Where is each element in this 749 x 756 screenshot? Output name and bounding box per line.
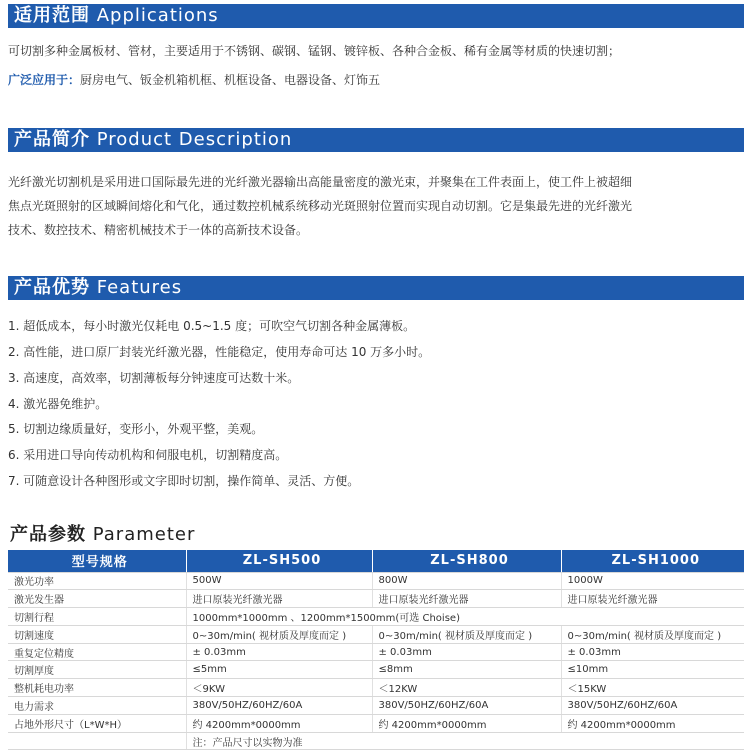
table-cell: 整机耗电功率 xyxy=(8,679,186,697)
feature-item: 5. 切割边缘质量好，变形小，外观平整，美观。 xyxy=(8,422,264,436)
table-note: 注：产品尺寸以实物为准 xyxy=(186,732,744,750)
table-cell: 500W xyxy=(186,572,372,590)
table-cell: 占地外形尺寸（L*W*H） xyxy=(8,714,186,732)
table-cell: 进口原装光纤激光器 xyxy=(186,590,372,608)
table-cell xyxy=(8,732,186,750)
table-cell: 800W xyxy=(372,572,561,590)
table-row xyxy=(8,572,744,590)
table-cell: ± 0.03mm xyxy=(561,643,744,661)
table-cell: 激光功率 xyxy=(8,572,186,590)
features-banner xyxy=(8,276,744,300)
table-cell: 进口原装光纤激光器 xyxy=(372,590,561,608)
description-line: 光纤激光切割机是采用进口国际最先进的光纤激光器输出高能量密度的激光束，并聚集在工件表面上，使工件上被超细 xyxy=(8,175,633,189)
feature-item: 3. 高速度，高效率，切割薄板每分钟速度可达数十米。 xyxy=(8,371,300,385)
table-row xyxy=(8,697,744,715)
table-cell: 0~30m/min( 视材质及厚度而定 ) xyxy=(372,625,561,643)
table-cell: ≤8mm xyxy=(372,661,561,679)
table-row xyxy=(8,625,744,643)
table-header-cell: ZL-SH500 xyxy=(186,550,372,572)
table-cell: ＜15KW xyxy=(561,679,744,697)
feature-item: 4. 激光器免维护。 xyxy=(8,397,108,411)
table-cell: 0~30m/min( 视材质及厚度而定 ) xyxy=(561,625,744,643)
table-cell: 0~30m/min( 视材质及厚度而定 ) xyxy=(186,625,372,643)
description-banner xyxy=(8,128,744,152)
applications-title: 适用范围 Applications xyxy=(14,5,219,26)
table-cell: ＜12KW xyxy=(372,679,561,697)
feature-item: 1. 超低成本，每小时激光仅耗电 0.5~1.5 度；可吹空气切割各种金属薄板。 xyxy=(8,319,416,333)
table-cell: 1000W xyxy=(561,572,744,590)
table-cell: ≤5mm xyxy=(186,661,372,679)
table-cell: 切割行程 xyxy=(8,608,186,626)
description-title: 产品简介 Product Description xyxy=(14,129,293,150)
table-cell: 380V/50HZ/60HZ/60A xyxy=(186,697,372,715)
description-line: 技术、数控技术、精密机械技术于一体的高新技术设备。 xyxy=(8,223,309,237)
applications-text: 可切割多种金属板材、管材，主要适用于不锈钢、碳钢、锰钢、镀锌板、各种合金板、稀有金属等材质的快速切割； xyxy=(8,44,621,58)
table-cell: 380V/50HZ/60HZ/60A xyxy=(561,697,744,715)
applications-wide: 广泛应用于：厨房电气、钣金机箱机框、机框设备、电器设备、灯饰五 xyxy=(8,73,381,87)
table-cell: ± 0.03mm xyxy=(372,643,561,661)
applications-banner xyxy=(8,4,744,28)
table-cell: 约 4200mm*0000mm xyxy=(372,714,561,732)
table-cell: 切割速度 xyxy=(8,625,186,643)
table-header-cell: ZL-SH1000 xyxy=(561,550,744,572)
table-cell: ＜9KW xyxy=(186,679,372,697)
table-cell: 电力需求 xyxy=(8,697,186,715)
table-cell: 进口原装光纤激光器 xyxy=(561,590,744,608)
table-row xyxy=(8,732,744,750)
table-header-cell: 型号规格 xyxy=(8,550,186,572)
table-cell: 激光发生器 xyxy=(8,590,186,608)
feature-item: 2. 高性能，进口原厂封装光纤激光器，性能稳定，使用寿命可达 10 万多小时。 xyxy=(8,345,431,359)
table-cell: 约 4200mm*0000mm xyxy=(561,714,744,732)
table-row xyxy=(8,643,744,661)
table-header-cell: ZL-SH800 xyxy=(372,550,561,572)
table-cell: 1000mm*1000mm 、1200mm*1500mm(可选 Choise) xyxy=(186,608,744,626)
table-row xyxy=(8,714,744,732)
parameter-title: 产品参数 Parameter xyxy=(10,524,196,545)
table-row xyxy=(8,590,744,608)
feature-item: 7. 可随意设计各种图形或文字即时切割，操作简单、灵活、方便。 xyxy=(8,474,360,488)
description-text xyxy=(8,170,744,242)
feature-item: 6. 采用进口导向传动机构和伺服电机，切割精度高。 xyxy=(8,448,288,462)
table-cell: 切割厚度 xyxy=(8,661,186,679)
parameter-table xyxy=(8,550,744,750)
table-cell: 重复定位精度 xyxy=(8,643,186,661)
table-header-row xyxy=(8,550,744,572)
table-cell: 约 4200mm*0000mm xyxy=(186,714,372,732)
table-row xyxy=(8,679,744,697)
table-cell: 380V/50HZ/60HZ/60A xyxy=(372,697,561,715)
table-cell: ≤10mm xyxy=(561,661,744,679)
table-row xyxy=(8,608,744,626)
table-cell: ± 0.03mm xyxy=(186,643,372,661)
description-line: 焦点光斑照射的区域瞬间熔化和气化，通过数控机械系统移动光斑照射位置而实现自动切割。它是集最先进的光纤激光 xyxy=(8,199,633,213)
table-row xyxy=(8,661,744,679)
features-title: 产品优势 Features xyxy=(14,277,183,298)
